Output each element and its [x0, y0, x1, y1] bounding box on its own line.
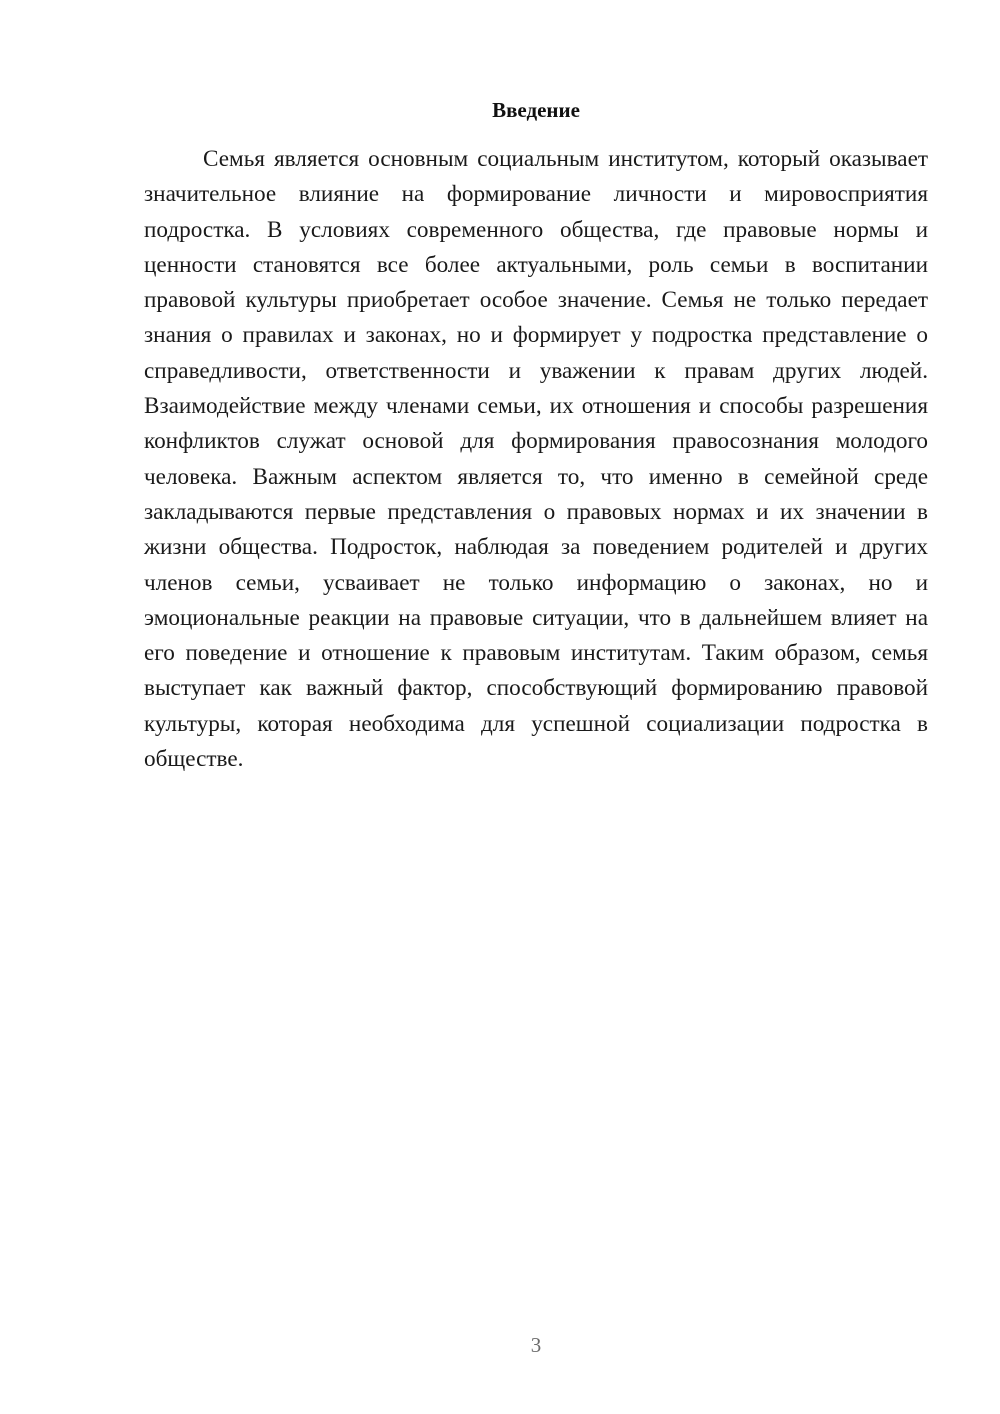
page-number: 3 [530, 1333, 542, 1357]
section-title: Введение [492, 98, 580, 122]
body-paragraph: Семья является основным социальным институтом, который оказывает значительное влияние на формирование личности и мировосприятия подростка. В условиях современного общества, где правовые нормы и ценности становятся все более актуальными, роль семьи в воспитании правовой культуры приобретает особое значение. Семья не только передает знания о правилах и законах, но и формирует у подростка представление о справедливости, ответственности и уважении к правам других людей. Взаимодействие между членами семьи, их отношения и способы разрешения конфликтов служат основой для формирования правосознания молодого человека. Важным аспектом является то, что именно в семейной среде закладываются первые представления о правовых нормах и их значении в жизни общества. Подросток, наблюдая за поведением родителей и других членов семьи, усваивает не только информацию о законах, но и эмоциональные реакции на правовые ситуации, что в дальнейшем влияет на его поведение и отношение к правовым институтам. Таким образом, семья выступает как важный фактор, способствующий формированию правовой культуры, которая необходима для успешной социализации подростка в обществе. [144, 146, 928, 773]
